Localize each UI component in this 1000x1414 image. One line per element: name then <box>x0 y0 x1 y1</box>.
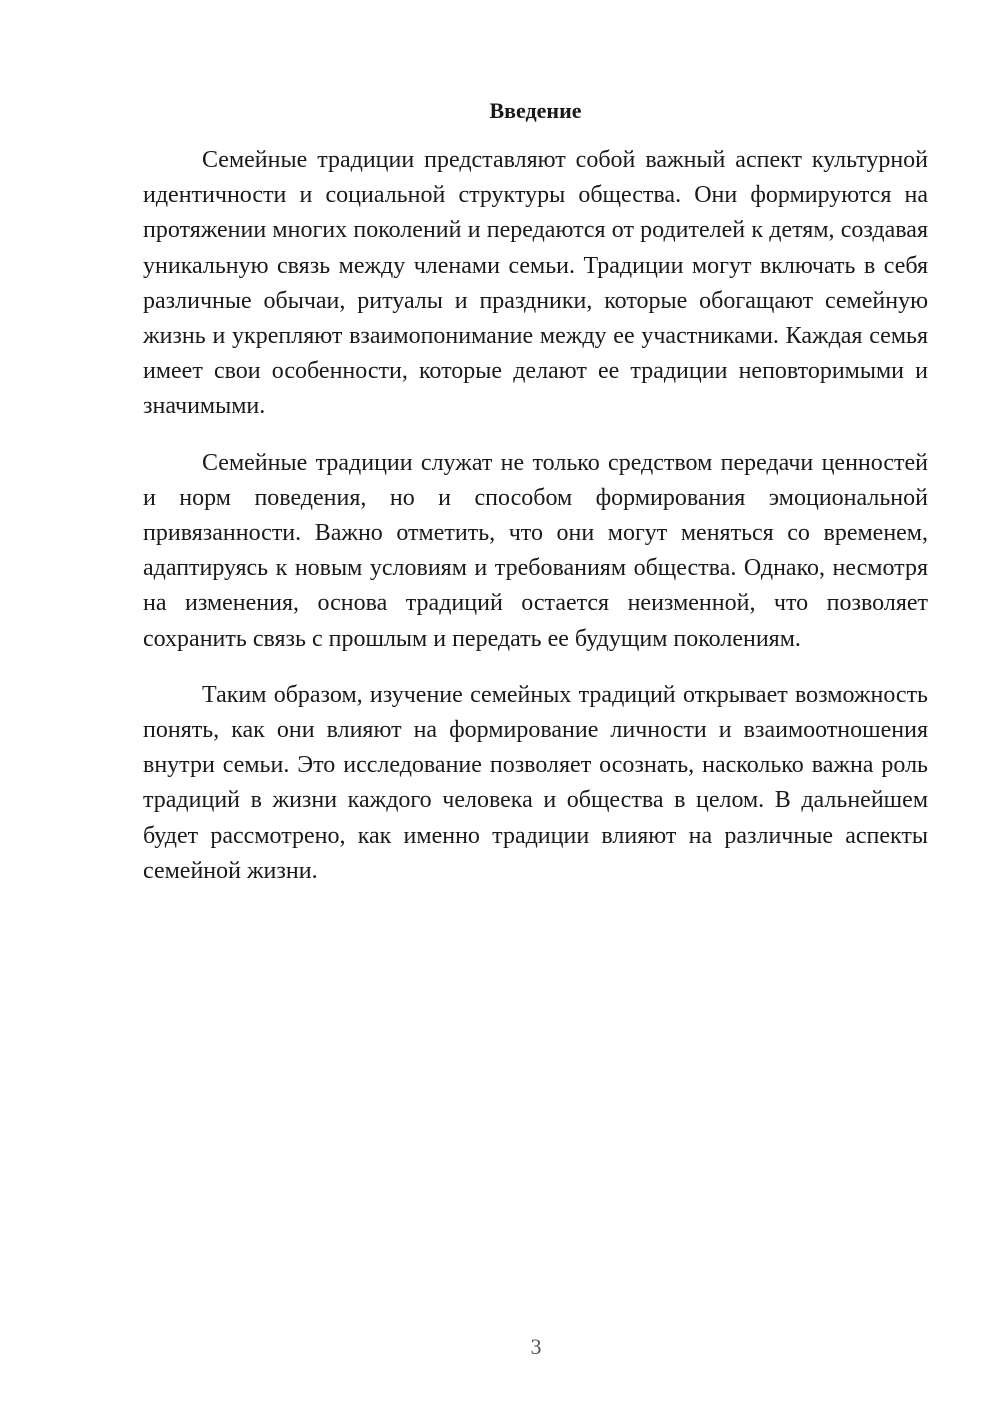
document-body <box>143 143 928 910</box>
page-number: 3 <box>530 1334 542 1359</box>
paragraph-1: Семейные традиции представляют собой важный аспект культурной идентичности и социальной структуры общества. Они формируются на протяжении многих поколений и передаются от родителей к детям, создавая уникальную связь между членами семьи. Традиции могут включать в себя различные обычаи, ритуалы и праздники, которые обогащают семейную жизнь и укрепляют взаимопонимание между ее участниками. Каждая семья имеет свои особенности, которые делают ее традиции неповторимыми и значимыми. <box>143 147 928 420</box>
section-heading: Введение <box>489 98 582 123</box>
paragraph-2: Семейные традиции служат не только средством передачи ценностей и норм поведения, но и способом формирования эмоциональной привязанности. Важно отметить, что они могут меняться со временем, адаптируясь к новым условиям и требованиям общества. Однако, несмотря на изменения, основа традиций остается неизменной, что позволяет сохранить связь с прошлым и передать ее будущим поколениям. <box>143 449 928 652</box>
paragraph-3: Таким образом, изучение семейных традиций открывает возможность понять, как они влияют на формирование личности и взаимоотношения внутри семьи. Это исследование позволяет осознать, насколько важна роль традиций в жизни каждого человека и общества в целом. В дальнейшем будет рассмотрено, как именно традиции влияют на различные аспекты семейной жизни. <box>143 681 928 884</box>
